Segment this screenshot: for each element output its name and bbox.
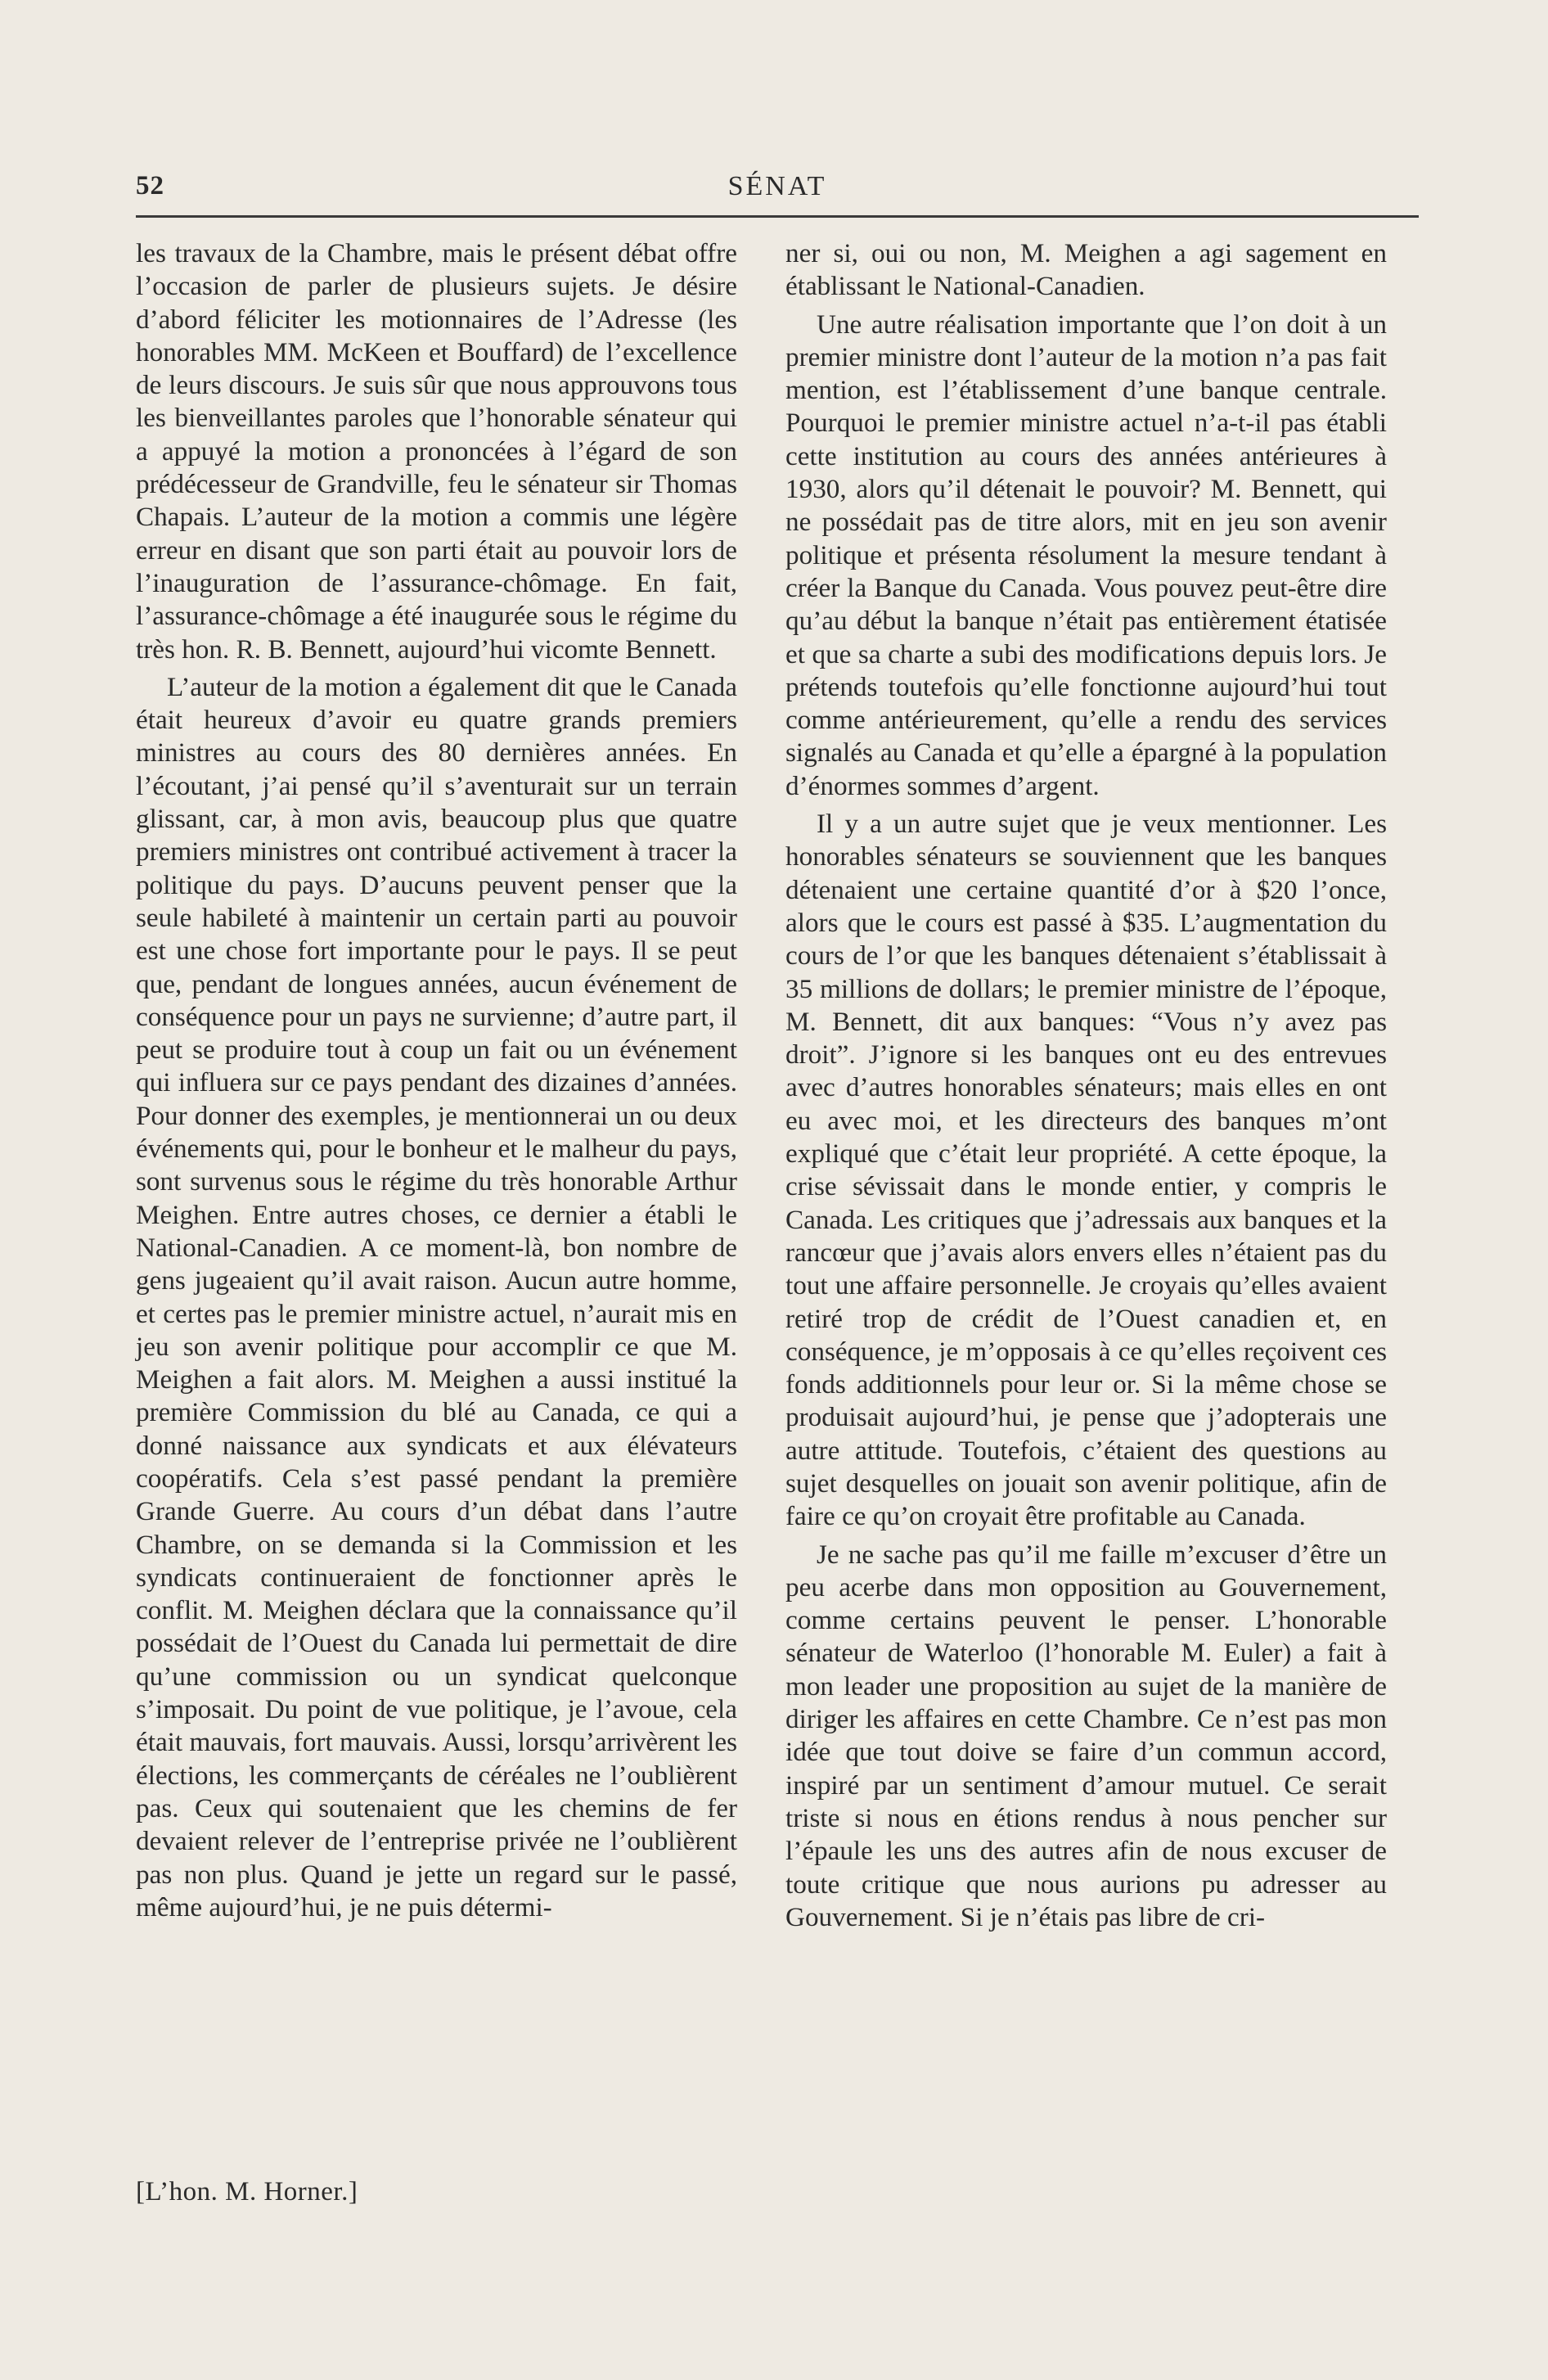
paragraph: Une autre réalisation importante que l’on doit à un premier ministre dont l’auteur de la motion n’a pas fait mention, est l’établissement d’une banque centrale. Pourquoi le premier ministre actuel n’a-t-il pas établi cette institution au cours des années antérieures à 1930, alors qu’il détenait le pouvoir? M. Bennett, qui ne possédait pas de titre alors, mit en jeu son avenir politique et présenta résolument la mesure tendant à créer la Banque du Canada. Vous pouvez peut-être dire qu’au début la banque n’était pas entièrement étatisée et que sa charte a subi des modifications depuis lors. Je prétends toutefois qu’elle fonctionne aujourd’hui tout comme antérieurement, qu’elle a rendu des services signalés au Canada et qu’elle a épargné à la population d’énormes sommes d’argent.	[785, 309, 1387, 801]
speaker-attribution: [L’hon. M. Horner.]	[136, 2177, 358, 2206]
paragraph: Je ne sache pas qu’il me faille m’excuser d’être un peu acerbe dans mon opposition au Gouvernement, comme certains peuvent le penser. L’honorable sénateur de Waterloo (l’honorable M. Euler) a fait à mon leader une proposition au sujet de la manière de diriger les affaires en cette Chambre. Ce n’est pas mon idée que tout doive se faire d’un commun accord, inspiré par un sentiment d’amour mutuel. Ce serait triste si nous en étions rendus à nous pencher sur l’épaule les uns des autres afin de nous excuser de toute critique que nous aurions pu adresser au Gouvernement. Si je n’étais pas libre de cri-	[785, 1539, 1387, 1932]
paragraph: Il y a un autre sujet que je veux mentionner. Les honorables sénateurs se souviennent que les banques détenaient une certaine quantité d’or à $20 l’once, alors que le cours est passé à $35. L’augmentation du cours de l’or que les banques détenaient s’établissait à 35 millions de dollars; le premier ministre de l’époque, M. Bennett, dit aux banques: “Vous n’y avez pas droit”. J’ignore si les banques ont eu des entrevues avec d’autres honorables sénateurs; mais elles en ont eu avec moi, et les directeurs des banques m’ont expliqué que c’était leur propriété. A cette époque, la crise sévissait dans le monde entier, y compris le Canada. Les critiques que j’adressais aux banques et la rancœur que j’avais alors envers elles n’étaient pas du tout une affaire personnelle. Je croyais qu’elles avaient retiré trop de crédit de l’Ouest canadien et, en conséquence, je m’opposais à ce qu’elles reçoivent ces fonds additionnels pour leur or. Si la même chose se produisait aujourd’hui, je pense que j’adopterais une autre attitude. Toutefois, c’étaient des questions au sujet desquelles on jouait son avenir politique, afin de faire ce qu’on croyait être profitable au Canada.	[785, 809, 1387, 1532]
page-number: 52	[136, 171, 164, 201]
paragraph: L’auteur de la motion a également dit que le Canada était heureux d’avoir eu quatre grands premiers ministres au cours des 80 dernières années. En l’écoutant, j’ai pensé qu’il s’aventurait sur un terrain glissant, car, à mon avis, beaucoup plus que quatre premiers ministres ont contribué activement à tracer la politique du pays. D’aucuns peuvent penser que la seule habileté à maintenir un certain parti au pouvoir est une chose fort importante pour le pays. Il se peut que, pendant de longues années, aucun événement de conséquence pour un pays ne survienne; d’autre part, il peut se produire tout à coup un fait ou un événement qui influera sur ce pays pendant des dizaines d’années. Pour donner des exemples, je mentionnerai un ou deux événements qui, pour le bonheur et le malheur du pays, sont survenus sous le régime du très honorable Arthur Meighen. Entre autres choses, ce dernier a établi le National-Canadien. A ce moment-là, bon nombre de gens jugeaient qu’il avait raison. Aucun autre homme, et certes pas le premier ministre actuel, n’aurait mis en jeu son avenir politique pour accomplir ce que M. Meighen a fait alors. M. Meighen a aussi institué la première Commission du blé au Canada, ce qui a donné naissance aux syndicats et aux élévateurs coopératifs. Cela s’est passé pendant la première Grande Guerre. Au cours d’un débat dans l’autre Chambre, on se demanda si la Commission et les syndicats continueraient de fonctionner après le conflit. M. Meighen déclara que la connaissance qu’il possédait de l’Ouest du Canada lui permettait de dire qu’une commission ou un syndicat quelconque s’imposait. Du point de vue politique, je l’avoue, cela était mauvais, fort mauvais. Aussi, lorsqu’arrivèrent les élections, les commerçants de céréales ne l’oublièrent pas. Ceux qui soutenaient que les chemins de fer devaient relever de l’entreprise privée ne l’oublièrent pas non plus. Quand je jette un regard sur le passé, même aujourd’hui, je ne puis détermi-	[136, 671, 737, 1922]
left-column	[136, 237, 737, 1924]
running-head: SÉNAT	[727, 171, 827, 201]
paragraph: ner si, oui ou non, M. Meighen a agi sagement en établissant le National-Canadien.	[785, 238, 1387, 302]
right-column	[785, 237, 1387, 1934]
paragraph: les travaux de la Chambre, mais le présent débat offre l’occasion de parler de plusieurs sujets. Je désire d’abord féliciter les motionnaires de l’Adresse (les honorables MM. McKeen et Bouffard) de l’excellence de leurs discours. Je suis sûr que nous approuvons tous les bienveillantes paroles que l’honorable sénateur qui a appuyé la motion a prononcées à l’égard de son prédécesseur de Grandville, feu le sénateur sir Thomas Chapais. L’auteur de la motion a commis une légère erreur en disant que son parti était au pouvoir lors de l’inauguration de l’assurance-chômage. En fait, l’assurance-chômage a été inaugurée sous le régime du très hon. R. B. Bennett, aujourd’hui vicomte Bennett.	[136, 238, 737, 665]
page-header	[136, 166, 1419, 218]
